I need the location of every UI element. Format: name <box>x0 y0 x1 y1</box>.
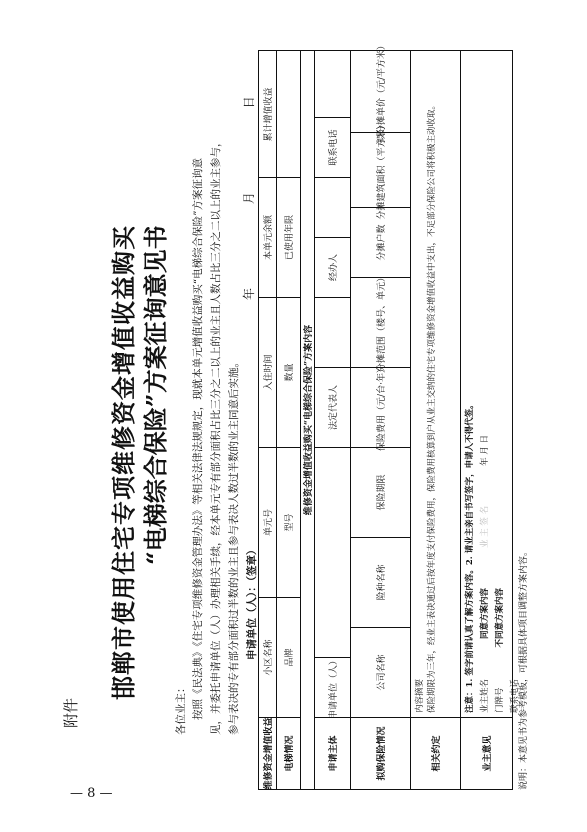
opinion-table <box>258 40 520 790</box>
paragraph-2: 见，并委托申请单位（人）办理相关手续，经本单元专有部分面积占比三分之二以上的业主且人数占比三分之二以上的业主参与， <box>210 136 222 735</box>
date-line: 年 月 日 <box>242 56 256 300</box>
salutation: 各位业主： <box>175 682 187 735</box>
table-row: 申请主体 申请单位（人） 法定代表人 经办人 联系电话 <box>315 51 351 789</box>
title-line-1: 邯郸市使用住宅专项维修资金增值收益购买 <box>109 225 138 700</box>
paragraph-3: 参与表决的专有部分面积过半数的业主且参与表决人数过半数的业主同意后实施。 <box>228 357 240 735</box>
paragraph-1: 按照《民法典》《住宅专项维修资金管理办法》等相关法律法规规定，现就本单元增值收益购买“电梯综合保险”方案征询意 <box>192 158 204 720</box>
table-row: 维修资金增值收益 小区名称 单元号 入住时间 本单元余额 累计增值收益 <box>259 51 277 789</box>
table-row: 拟购保险情况 公司名称 险种名称 保险期限 保险费用（元/台·年） 分摊范围（楼号、单元） 分摊户数 分摊建筑面积（平方米） 拟分摊单价（元/平方米） <box>351 51 411 789</box>
applicant-signature: 申请单位（人）：（签章） <box>246 544 258 660</box>
table-row: 电梯情况 品牌 型号 数量 已使用年限 <box>277 51 301 789</box>
table-section-title: 维修资金增值收益购买“电梯综合保险”方案内容 <box>301 51 315 789</box>
attachment-label: 附件 <box>62 697 80 728</box>
table-row: 相关约定 内容摘要 保险期限为三年，经业主表决通过后按年度支付保险费用，保险费用核算到户从业主交纳的住宅专项维修资金增值收益中支出，不足部分保险公司将积极主动收取。 <box>411 51 461 789</box>
page-number: — 8 — <box>70 786 113 801</box>
footer-note: 说明：本意见书为参考模板，可根据具体项目调整方案内容。 <box>519 546 529 790</box>
table-row: 业主意见 注意：1. 签字前请认真了解方案内容。2. 请业主亲自书写签字，申请人不得代签。 业主姓名 同意方案内容 业 主 签 名 年 月 日 门牌号 不同意方案内容 联系电话 <box>461 51 512 789</box>
title-line-2: “电梯综合保险”方案征询意见书 <box>141 225 170 565</box>
